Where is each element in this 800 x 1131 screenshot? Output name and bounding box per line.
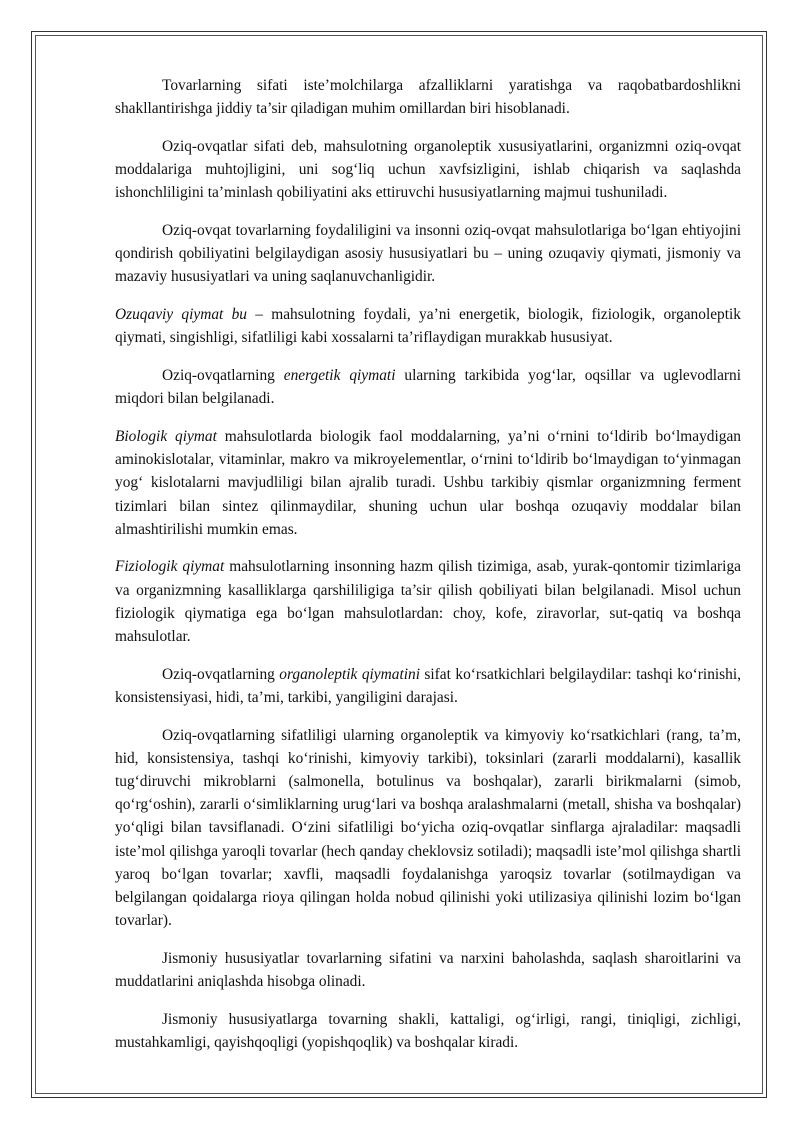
- paragraph-text: Jismoniy hususiyatlarga tovarning shakli, kattaligi, og‘irligi, rangi, tiniqligi, zichligi, mustahkamligi, qayishqoqligi (yopishqoqlik) va boshqalar kiradi.: [115, 1010, 741, 1052]
- italic-term: energetik qiymati: [283, 367, 396, 385]
- paragraph-text: Oziq-ovqatlarning sifatliligi ularning organoleptik va kimyoviy ko‘rsatkichlari (rang, ta’m, hid, konsistensiya, tashqi ko‘rinishi, kimyoviy tarkibi), toksinlari (zararli moddalarni), kasallik tug‘diruvchi mikroblarni (salmonella, botulinus va boshqalar), zararli birikmalarni (simob, qo‘rg‘oshin), zararli o‘simliklarning urug‘lari va boshqa aralashmalarni (metall, shisha va boshqalar) yo‘qligi bilan tavsiflanadi. O‘zini sifatliligi bo‘yicha oziq-ovqatlar sinflarga ajraladilar: maqsadli iste’mol qilishga yaroqli tovarlar (hech qanday cheklovsiz sotiladi); maqsadli iste’mol qilishga shartli yaroq bo‘lgan tovarlar; xavfli, maqsadli foydalanishga yaroqsiz tovarlar (sotilmaydigan va belgilangan qoidalarga rioya qilingan holda nobud qilinishi yoki utilizasiya qilinishi lozim bo‘lgan tovarlar).: [115, 726, 741, 930]
- paragraph: [115, 947, 741, 993]
- paragraph: [115, 364, 741, 410]
- paragraph-text: Oziq-ovqatlarning: [162, 665, 280, 683]
- paragraph: [115, 1008, 741, 1054]
- paragraph-text: sifat ko‘rsatkichlari belgilaydilar: tashqi ko‘rinishi, konsistensiyasi, hidi, ta’mi, tarkibi, yangiligini darajasi.: [115, 665, 741, 706]
- paragraph: [115, 303, 741, 349]
- paragraph-text: mahsulotlarda biologik faol moddalarning, ya’ni o‘rnini to‘ldirib bo‘lmaydigan aminokislotalar, vitaminlar, makro va mikroyelementlar, o‘rnini to‘ldirib bo‘lmaydigan to‘yinmagan yog‘ kislotalarni mavjudliligi bilan ajralib turadi. Ushbu tarkibiy qismlar organizmning ferment tizimlari bilan sintez qilinmaydilar, shuning uchun ular boshqa ozuqaviy moddalar bilan almashtirilishi mumkin emas.: [115, 427, 741, 538]
- paragraph-text: ularning tarkibida yog‘lar, oqsillar va uglevodlarni miqdori bilan belgilanadi.: [115, 367, 741, 408]
- italic-term: Biologik qiymat: [115, 427, 217, 445]
- paragraph: [115, 555, 741, 648]
- document-body: [115, 74, 741, 1054]
- italic-term: organoleptik qiymatini: [279, 665, 420, 683]
- paragraph-text: Tovarlarning sifati iste’molchilarga afzalliklarni yaratishga va raqobatbardoshlikni shakllantirishga jiddiy ta’sir qiladigan muhim omillardan biri hisoblanadi.: [115, 77, 741, 118]
- paragraph-text: mahsulotlarning insonning hazm qilish tizimiga, asab, yurak-qontomir tizimlariga va organizmning kasalliklarga qarshililigiga ta’sir qilish qobiliyati bilan belgilanadi. Misol uchun fiziologik qiymatiga ega bo‘lgan mahsulotlardan: choy, kofe, ziravorlar, sut-qatiq va boshqa mahsulotlar.: [115, 558, 741, 646]
- paragraph-text: Oziq-ovqatlarning: [162, 367, 284, 385]
- italic-term: Fiziologik qiymat: [115, 558, 225, 576]
- paragraph-text: Oziq-ovqatlar sifati deb, mahsulotning organoleptik xususiyatlarini, organizmni oziq-ovqat moddalariga muhtojligini, uni sog‘liq uchun xavfsizligini, ishlab chiqarish va saqlashda ishonchliligini ta’minlash qobiliyatini aks ettiruvchi hususiyatlarning majmui tushuniladi.: [115, 137, 741, 202]
- italic-term: Ozuqaviy qiymat bu: [115, 306, 247, 324]
- paragraph: [115, 724, 741, 933]
- paragraph: [115, 219, 741, 289]
- paragraph: [115, 425, 741, 541]
- paragraph: [115, 74, 741, 120]
- paragraph: [115, 135, 741, 205]
- paragraph: [115, 663, 741, 709]
- paragraph-text: Oziq-ovqat tovarlarning foydaliligini va insonni oziq-ovqat mahsulotlariga bo‘lgan ehtiyojini qondirish qobiliyatini belgilaydigan asosiy hususiyatlari bu – uning ozuqaviy qiymati, jismoniy va mazaviy hususiyatlari va uning saqlanuvchanligidir.: [115, 222, 741, 286]
- paragraph-text: – mahsulotning foydali, ya’ni energetik, biologik, fiziologik, organoleptik qiymati, singishligi, sifatliligi kabi xossalarni ta’riflaydigan murakkab hususiyat.: [115, 306, 741, 347]
- paragraph-text: Jismoniy hususiyatlar tovarlarning sifatini va narxini baholashda, saqlash sharoitlarini va muddatlarini aniqlashda hisobga olinadi.: [115, 950, 741, 991]
